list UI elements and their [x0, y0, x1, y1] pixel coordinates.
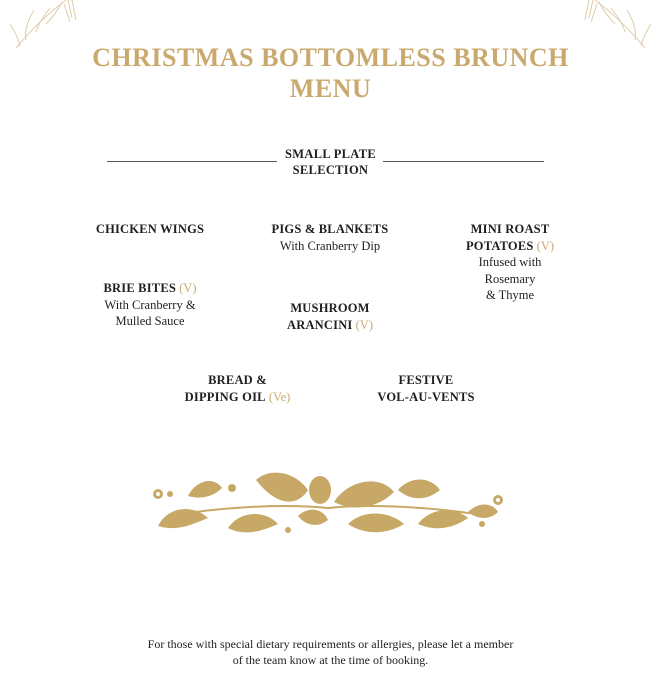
menu-item-chicken-wings: [80, 221, 220, 238]
item-name-line1: BREAD &: [208, 373, 267, 387]
dietary-note-line2: of the team know at the time of booking.: [232, 653, 429, 667]
vegan-tag: (Ve): [268, 389, 291, 404]
item-name-line2: POTATOES: [465, 238, 534, 253]
vegetarian-tag: (V): [536, 238, 555, 253]
item-name-line1: MINI ROAST: [470, 222, 550, 236]
dietary-note-line1: For those with special dietary requirements or allergies, please let a member: [147, 637, 514, 651]
menu-title-line1: CHRISTMAS BOTTOMLESS BRUNCH: [92, 43, 569, 72]
item-description-line1: With Cranberry &: [104, 297, 196, 312]
vegetarian-tag: (V): [355, 317, 373, 332]
menu-title-line2: MENU: [289, 74, 372, 103]
item-name-line1: FESTIVE: [398, 373, 454, 387]
menu-item-festive-vol-au-vents: [356, 372, 496, 405]
menu-item-pigs-blankets: [250, 221, 410, 254]
item-description: With Cranberry Dip: [279, 238, 381, 253]
item-name: CHICKEN WINGS: [95, 222, 205, 236]
menu-title: [0, 42, 661, 104]
item-name-line2: DIPPING OIL: [184, 389, 266, 404]
menu-item-bread-dipping-oil: [160, 372, 315, 405]
item-description-line3: & Thyme: [485, 288, 535, 302]
item-description-line2: Rosemary: [484, 271, 536, 286]
section-heading-line2: SELECTION: [292, 163, 369, 177]
item-name-line1: MUSHROOM: [290, 301, 370, 315]
oak-leaf-garland-icon: [148, 466, 508, 546]
menu-item-mini-roast-potatoes: [440, 221, 580, 304]
item-name-line2: ARANCINI: [287, 317, 353, 332]
item-description-line2: Mulled Sauce: [115, 314, 185, 328]
menu-item-mushroom-arancini: [250, 300, 410, 333]
item-name-line2: VOL-AU-VENTS: [377, 389, 475, 404]
item-name: PIGS & BLANKETS: [271, 222, 389, 236]
dietary-note: [0, 636, 661, 668]
item-description-line1: Infused with: [478, 255, 542, 269]
section-heading: [0, 146, 661, 178]
section-heading-line1: SMALL PLATE: [285, 147, 376, 161]
menu-item-brie-bites: [80, 280, 220, 330]
vegetarian-tag: (V): [179, 281, 197, 295]
item-name: BRIE BITES: [103, 281, 177, 295]
